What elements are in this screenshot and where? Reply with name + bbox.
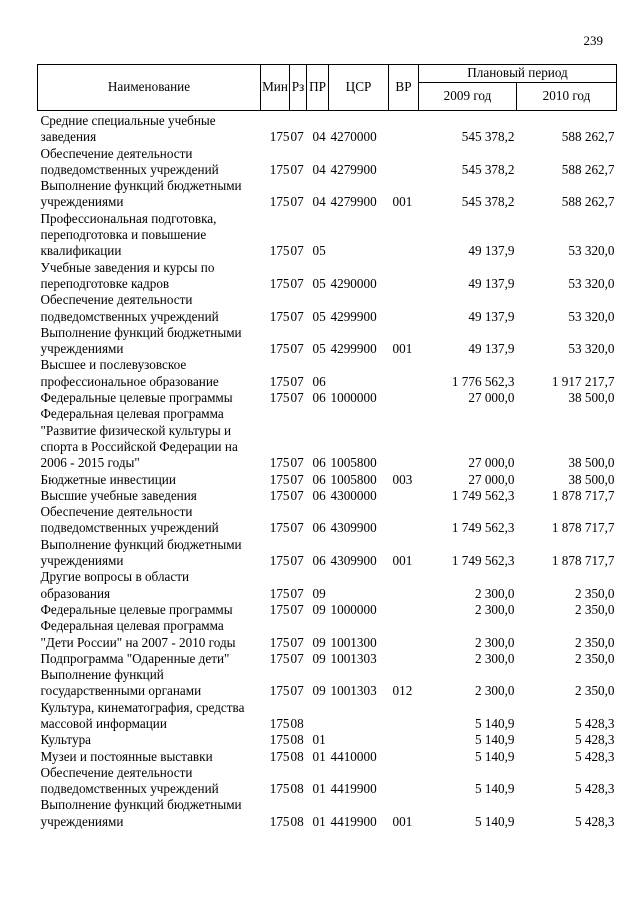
row-rz: 07 xyxy=(290,243,304,259)
row-min: 175 xyxy=(269,390,290,406)
row-value-2009: 5 140,9 xyxy=(474,732,515,748)
row-name: Выполнение функций бюджетными учреждениями xyxy=(40,178,242,210)
table-header xyxy=(38,65,617,111)
row-pr: 09 xyxy=(312,601,326,617)
row-name: Другие вопросы в области образования xyxy=(40,569,190,601)
row-value-2010: 1 878 717,7 xyxy=(551,553,615,569)
row-pr: 01 xyxy=(312,748,326,764)
row-value-2009: 545 378,2 xyxy=(461,129,515,145)
row-rz: 08 xyxy=(290,781,304,797)
row-vr: 003 xyxy=(392,471,413,487)
row-csr: 1001303 xyxy=(330,650,377,666)
row-vr: 012 xyxy=(392,683,413,699)
row-vr xyxy=(389,732,419,748)
row-value-2009: 1 749 562,3 xyxy=(451,520,515,536)
row-csr: 4419900 xyxy=(330,781,377,797)
row-pr: 04 xyxy=(312,129,326,145)
row-value-2009: 1 749 562,3 xyxy=(451,553,515,569)
row-min: 175 xyxy=(269,455,290,471)
row-vr xyxy=(389,406,419,471)
row-name: Средние специальные учебные заведения xyxy=(40,113,216,145)
row-csr: 4309900 xyxy=(330,520,377,536)
row-value-2009: 49 137,9 xyxy=(468,275,515,291)
row-value-2009: 1 749 562,3 xyxy=(451,487,515,503)
row-value-2010: 53 320,0 xyxy=(568,243,615,259)
row-rz: 07 xyxy=(290,634,304,650)
row-vr xyxy=(389,488,419,504)
table-row xyxy=(38,732,617,748)
row-pr: 06 xyxy=(312,373,326,389)
row-name: Высшие учебные заведения xyxy=(40,487,197,503)
row-csr: 1000000 xyxy=(330,390,377,406)
row-rz: 07 xyxy=(290,194,304,210)
table-row xyxy=(38,569,617,602)
row-value-2009: 545 378,2 xyxy=(461,194,515,210)
table-row xyxy=(38,700,617,733)
row-value-2010: 53 320,0 xyxy=(568,308,615,324)
table-row xyxy=(38,537,617,570)
table-row xyxy=(38,749,617,765)
row-value-2009: 49 137,9 xyxy=(468,243,515,259)
table-row xyxy=(38,488,617,504)
row-csr: 4300000 xyxy=(330,487,377,503)
row-value-2010: 38 500,0 xyxy=(568,455,615,471)
row-rz: 07 xyxy=(290,308,304,324)
row-csr: 4290000 xyxy=(330,275,377,291)
row-value-2010: 5 428,3 xyxy=(574,781,615,797)
row-min: 175 xyxy=(269,781,290,797)
row-rz: 07 xyxy=(290,683,304,699)
table-row xyxy=(38,406,617,471)
row-pr: 06 xyxy=(312,471,326,487)
row-vr xyxy=(389,618,419,651)
row-min: 175 xyxy=(269,585,290,601)
table-row xyxy=(38,325,617,358)
row-vr xyxy=(389,765,419,798)
row-name: Профессиональная подготовка, переподготовка и повышение квалификации xyxy=(40,210,217,259)
row-rz: 07 xyxy=(290,373,304,389)
row-rz: 07 xyxy=(290,455,304,471)
row-csr: 4299900 xyxy=(330,341,377,357)
row-value-2010: 588 262,7 xyxy=(561,161,615,177)
row-vr xyxy=(389,146,419,179)
table-row xyxy=(38,260,617,293)
table-row xyxy=(38,651,617,667)
row-name: Обеспечение деятельности подведомственных учреждений xyxy=(40,145,219,177)
row-pr: 09 xyxy=(312,634,326,650)
row-value-2009: 5 140,9 xyxy=(474,781,515,797)
row-pr: 06 xyxy=(312,553,326,569)
table-row xyxy=(38,292,617,325)
row-pr xyxy=(307,700,329,733)
row-name: Музеи и постоянные выставки xyxy=(40,748,213,764)
row-pr: 04 xyxy=(312,161,326,177)
row-value-2010: 53 320,0 xyxy=(568,275,615,291)
header-pr: ПР xyxy=(307,65,329,111)
row-min: 175 xyxy=(269,243,290,259)
row-rz: 07 xyxy=(290,129,304,145)
row-min: 175 xyxy=(269,487,290,503)
row-min: 175 xyxy=(269,715,290,731)
row-pr: 05 xyxy=(312,341,326,357)
row-name: Учебные заведения и курсы по переподготовке кадров xyxy=(40,259,215,291)
row-value-2009: 27 000,0 xyxy=(468,455,515,471)
row-min: 175 xyxy=(269,813,290,829)
row-rz: 07 xyxy=(290,650,304,666)
row-vr xyxy=(389,504,419,537)
table-row xyxy=(38,667,617,700)
header-min: Мин xyxy=(261,65,290,111)
row-value-2009: 2 300,0 xyxy=(474,585,515,601)
row-min: 175 xyxy=(269,194,290,210)
table-row xyxy=(38,390,617,406)
row-rz: 07 xyxy=(290,275,304,291)
row-value-2009: 1 776 562,3 xyxy=(451,373,515,389)
row-min: 175 xyxy=(269,161,290,177)
row-csr: 4419900 xyxy=(330,813,377,829)
row-value-2009: 49 137,9 xyxy=(468,308,515,324)
row-rz: 07 xyxy=(290,601,304,617)
row-name: Выполнение функций бюджетными учреждениями xyxy=(40,797,242,829)
row-rz: 07 xyxy=(290,520,304,536)
row-csr: 1000000 xyxy=(330,601,377,617)
row-min: 175 xyxy=(269,650,290,666)
row-value-2010: 5 428,3 xyxy=(574,715,615,731)
row-pr: 01 xyxy=(312,813,326,829)
row-csr xyxy=(329,569,389,602)
row-value-2010: 5 428,3 xyxy=(574,813,615,829)
row-vr xyxy=(389,700,419,733)
row-name: Федеральные целевые программы xyxy=(40,601,233,617)
row-min: 175 xyxy=(269,634,290,650)
row-min: 175 xyxy=(269,129,290,145)
row-value-2010: 588 262,7 xyxy=(561,194,615,210)
table-row xyxy=(38,504,617,537)
row-pr: 09 xyxy=(312,650,326,666)
header-rz: Рз xyxy=(290,65,307,111)
row-rz: 07 xyxy=(290,161,304,177)
row-rz: 07 xyxy=(290,341,304,357)
row-csr: 4309900 xyxy=(330,553,377,569)
row-vr xyxy=(389,111,419,146)
row-min: 175 xyxy=(269,683,290,699)
row-pr: 01 xyxy=(312,781,326,797)
row-min: 175 xyxy=(269,275,290,291)
table-row xyxy=(38,797,617,830)
table-row xyxy=(38,472,617,488)
row-value-2009: 5 140,9 xyxy=(474,748,515,764)
row-value-2009: 545 378,2 xyxy=(461,161,515,177)
header-year-2009: 2009 год xyxy=(419,83,517,111)
row-vr xyxy=(389,602,419,618)
row-value-2010: 38 500,0 xyxy=(568,471,615,487)
row-csr xyxy=(329,357,389,390)
row-name: Культура xyxy=(40,732,92,748)
row-value-2009: 2 300,0 xyxy=(474,683,515,699)
row-value-2010: 53 320,0 xyxy=(568,341,615,357)
row-name: Обеспечение деятельности подведомственных учреждений xyxy=(40,504,219,536)
row-csr xyxy=(329,700,389,733)
row-value-2010: 2 350,0 xyxy=(574,683,615,699)
row-min: 175 xyxy=(269,520,290,536)
row-value-2009: 5 140,9 xyxy=(474,813,515,829)
row-pr: 01 xyxy=(312,732,326,748)
row-name: Высшее и послевузовское профессиональное образование xyxy=(40,357,219,389)
row-pr: 06 xyxy=(312,487,326,503)
table-row xyxy=(38,618,617,651)
row-vr xyxy=(389,357,419,390)
row-rz: 07 xyxy=(290,390,304,406)
row-vr: 001 xyxy=(392,194,413,210)
row-vr xyxy=(389,211,419,260)
row-csr: 4279900 xyxy=(330,194,377,210)
row-name: Выполнение функций государственными органами xyxy=(40,667,202,699)
row-rz: 07 xyxy=(290,553,304,569)
row-value-2010: 2 350,0 xyxy=(574,634,615,650)
row-csr: 4270000 xyxy=(330,129,377,145)
row-csr: 1001303 xyxy=(330,683,377,699)
row-csr: 4279900 xyxy=(330,161,377,177)
row-csr xyxy=(329,211,389,260)
row-name: Выполнение функций бюджетными учреждениями xyxy=(40,324,242,357)
row-min: 175 xyxy=(269,601,290,617)
row-csr: 4299900 xyxy=(330,308,377,324)
table-row xyxy=(38,211,617,260)
table-row xyxy=(38,146,617,179)
row-min: 175 xyxy=(269,553,290,569)
row-value-2010: 1 917 217,7 xyxy=(551,373,615,389)
header-planned-period: Плановый период xyxy=(419,65,617,83)
row-rz: 08 xyxy=(290,732,304,748)
row-value-2009: 49 137,9 xyxy=(468,341,515,357)
row-min: 175 xyxy=(269,308,290,324)
row-vr: 001 xyxy=(392,341,413,357)
row-min: 175 xyxy=(269,748,290,764)
table-row xyxy=(38,178,617,211)
table-body xyxy=(38,111,617,831)
row-pr: 06 xyxy=(312,390,326,406)
table-row xyxy=(38,111,617,146)
row-vr xyxy=(389,260,419,293)
row-value-2009: 27 000,0 xyxy=(468,390,515,406)
row-vr xyxy=(389,651,419,667)
header-csr: ЦСР xyxy=(329,65,389,111)
row-value-2009: 27 000,0 xyxy=(468,471,515,487)
row-value-2010: 2 350,0 xyxy=(574,601,615,617)
row-rz: 07 xyxy=(290,487,304,503)
row-rz: 08 xyxy=(290,813,304,829)
row-vr: 001 xyxy=(392,553,413,569)
row-value-2009: 2 300,0 xyxy=(474,650,515,666)
row-min: 175 xyxy=(269,341,290,357)
row-pr: 06 xyxy=(312,455,326,471)
row-vr xyxy=(389,390,419,406)
row-value-2010: 5 428,3 xyxy=(574,748,615,764)
row-name: Культура, кинематография, средства массовой информации xyxy=(40,699,245,731)
row-name: Федеральная целевая программа "Дети России" на 2007 - 2010 годы xyxy=(40,618,236,650)
row-csr xyxy=(329,732,389,748)
page-number: 239 xyxy=(583,33,603,48)
row-value-2010: 2 350,0 xyxy=(574,585,615,601)
row-csr: 4410000 xyxy=(330,748,377,764)
header-year-2010: 2010 год xyxy=(517,83,617,111)
row-pr: 05 xyxy=(312,308,326,324)
table-row xyxy=(38,602,617,618)
row-value-2010: 588 262,7 xyxy=(561,129,615,145)
table-row xyxy=(38,765,617,798)
budget-table xyxy=(37,64,617,830)
row-name: Обеспечение деятельности подведомственных учреждений xyxy=(40,764,219,797)
row-value-2010: 2 350,0 xyxy=(574,650,615,666)
row-name: Обеспечение деятельности подведомственных учреждений xyxy=(40,292,219,324)
row-value-2010: 5 428,3 xyxy=(574,732,615,748)
row-pr: 04 xyxy=(312,194,326,210)
row-name: Выполнение функций бюджетными учреждениями xyxy=(40,536,242,569)
row-pr: 05 xyxy=(312,243,326,259)
row-csr: 1005800 xyxy=(330,471,377,487)
row-value-2010: 1 878 717,7 xyxy=(551,487,615,503)
row-rz: 08 xyxy=(290,748,304,764)
row-min: 175 xyxy=(269,373,290,389)
row-vr xyxy=(389,569,419,602)
row-pr: 09 xyxy=(312,585,326,601)
row-name: Подпрограмма "Одаренные дети" xyxy=(40,650,230,666)
row-value-2009: 2 300,0 xyxy=(474,634,515,650)
header-name: Наименование xyxy=(38,65,261,111)
row-csr: 1005800 xyxy=(330,455,377,471)
row-name: Бюджетные инвестиции xyxy=(40,471,176,487)
row-rz: 07 xyxy=(290,471,304,487)
row-rz: 07 xyxy=(290,585,304,601)
row-vr xyxy=(389,292,419,325)
header-vr: ВР xyxy=(389,65,419,111)
row-value-2010: 1 878 717,7 xyxy=(551,520,615,536)
row-value-2010: 38 500,0 xyxy=(568,390,615,406)
row-min: 175 xyxy=(269,471,290,487)
row-rz: 08 xyxy=(290,715,304,731)
row-value-2009: 5 140,9 xyxy=(474,715,515,731)
row-csr: 1001300 xyxy=(330,634,377,650)
table-row xyxy=(38,357,617,390)
row-pr: 09 xyxy=(312,683,326,699)
row-min: 175 xyxy=(269,732,290,748)
row-name: Федеральная целевая программа "Развитие физической культуры и спорта в Российской Федерации на 2006 - 2015 годы" xyxy=(40,406,238,471)
row-pr: 06 xyxy=(312,520,326,536)
row-vr xyxy=(389,749,419,765)
row-pr: 05 xyxy=(312,275,326,291)
row-name: Федеральные целевые программы xyxy=(40,390,233,406)
row-value-2009: 2 300,0 xyxy=(474,601,515,617)
row-vr: 001 xyxy=(392,813,413,829)
